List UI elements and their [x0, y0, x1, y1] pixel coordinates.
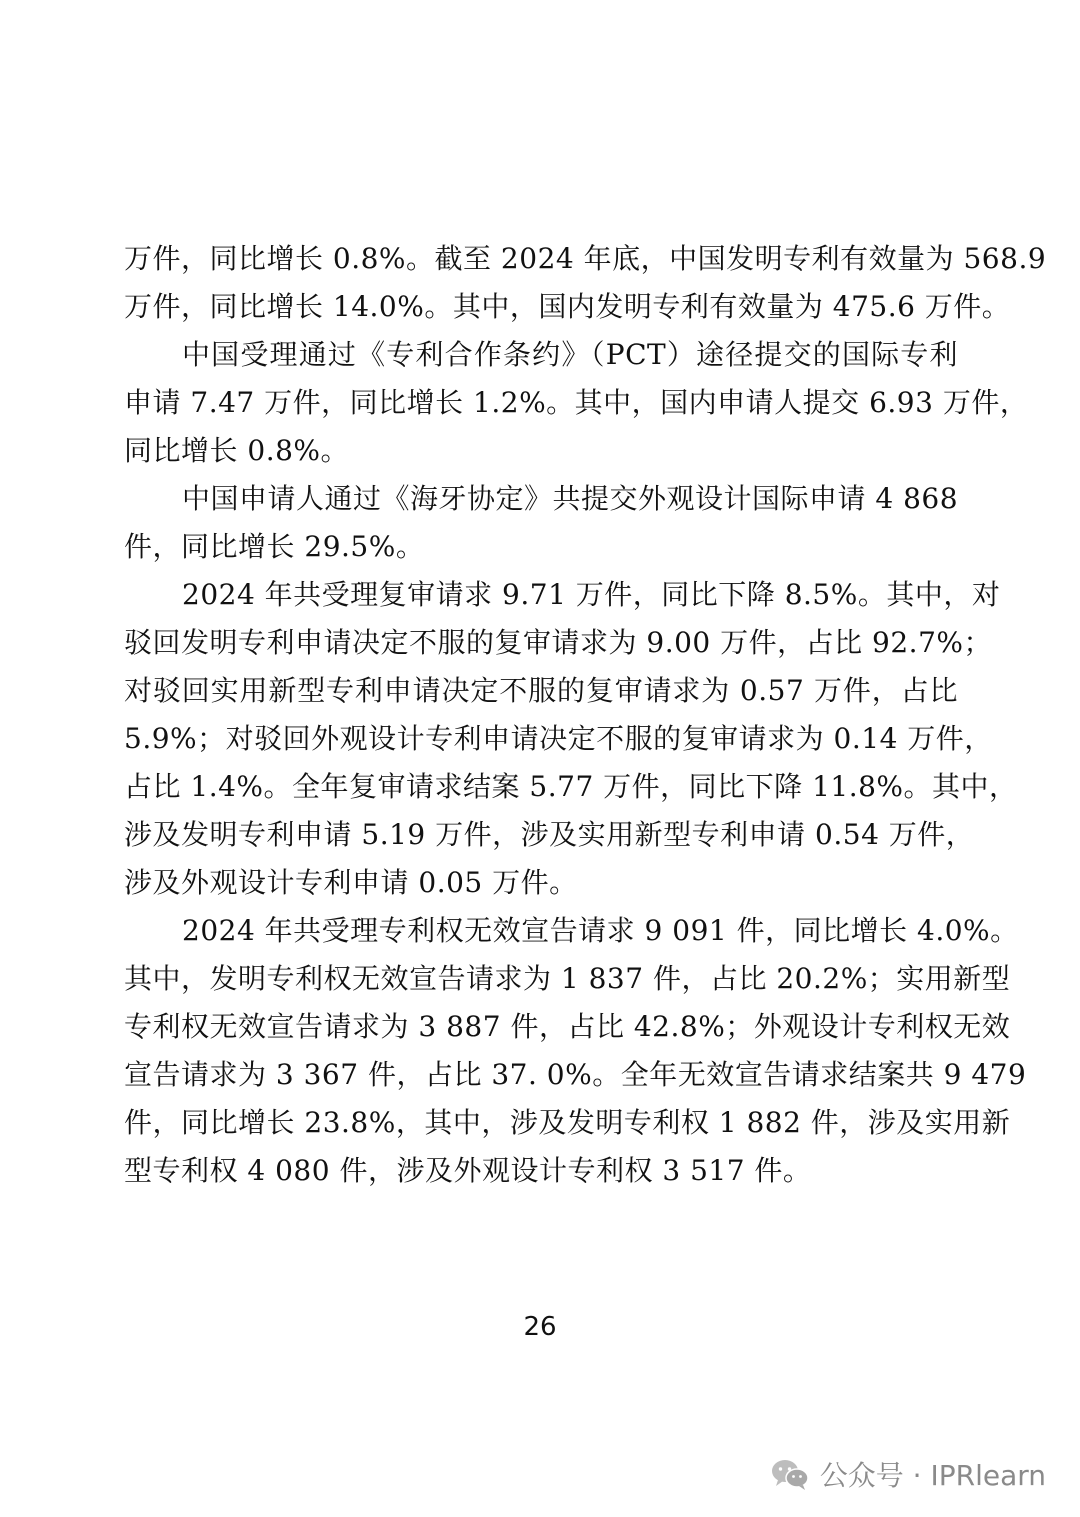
- text-line: 专利权无效宣告请求为 3 887 件，占比 42.8%；外观设计专利权无效: [124, 1010, 1011, 1043]
- text-line: 件，同比增长 23.8%，其中，涉及发明专利权 1 882 件，涉及实用新: [124, 1106, 1011, 1139]
- text-line: 涉及外观设计专利申请 0.05 万件。: [124, 866, 578, 899]
- watermark-text: 公众号 · IPRlearn: [819, 1459, 1046, 1492]
- text-line: 万件，同比增长 14.0%。其中，国内发明专利有效量为 475.6 万件。: [124, 290, 1011, 323]
- paragraph: [124, 475, 958, 571]
- watermark: [770, 1454, 1046, 1494]
- paragraph: [124, 907, 1027, 1195]
- wechat-icon: [770, 1457, 810, 1491]
- text-line: 宣告请求为 3 367 件，占比 37. 0%。全年无效宣告请求结案共 9 479: [124, 1058, 1027, 1091]
- text-line: 件，同比增长 29.5%。: [124, 530, 425, 563]
- text-line: 占比 1.4%。全年复审请求结案 5.77 万件，同比下降 11.8%。其中，: [124, 770, 1018, 803]
- text-line: 涉及发明专利申请 5.19 万件，涉及实用新型专利申请 0.54 万件，: [124, 818, 975, 851]
- text-line: 万件，同比增长 0.8%。截至 2024 年底，中国发明专利有效量为 568.9: [124, 242, 1047, 275]
- text-line: 中国申请人通过《海牙协定》共提交外观设计国际申请 4 868: [182, 482, 959, 515]
- text-line: 同比增长 0.8%。: [124, 434, 350, 467]
- text-line: 对驳回实用新型专利申请决定不服的复审请求为 0.57 万件，占比: [124, 674, 958, 707]
- text-line: 2024 年共受理复审请求 9.71 万件，同比下降 8.5%。其中，对: [182, 578, 1001, 611]
- text-line: 5.9%；对驳回外观设计专利申请决定不服的复审请求为 0.14 万件，: [124, 722, 993, 755]
- paragraph: [124, 331, 1029, 475]
- paragraph: [124, 235, 1047, 331]
- paragraph: [124, 571, 1018, 907]
- text-line: 其中，发明专利权无效宣告请求为 1 837 件，占比 20.2%；实用新型: [124, 962, 1011, 995]
- document-body: [124, 235, 1047, 1195]
- text-line: 中国受理通过《专利合作条约》（PCT）途径提交的国际专利: [182, 338, 958, 371]
- text-line: 驳回发明专利申请决定不服的复审请求为 9.00 万件，占比 92.7%；: [124, 626, 992, 659]
- page-number: 26: [523, 1312, 557, 1342]
- text-line: 2024 年共受理专利权无效宣告请求 9 091 件，同比增长 4.0%。: [182, 914, 1019, 947]
- text-line: 型专利权 4 080 件，涉及外观设计专利权 3 517 件。: [124, 1154, 812, 1187]
- text-line: 申请 7.47 万件，同比增长 1.2%。其中，国内申请人提交 6.93 万件，: [124, 386, 1029, 419]
